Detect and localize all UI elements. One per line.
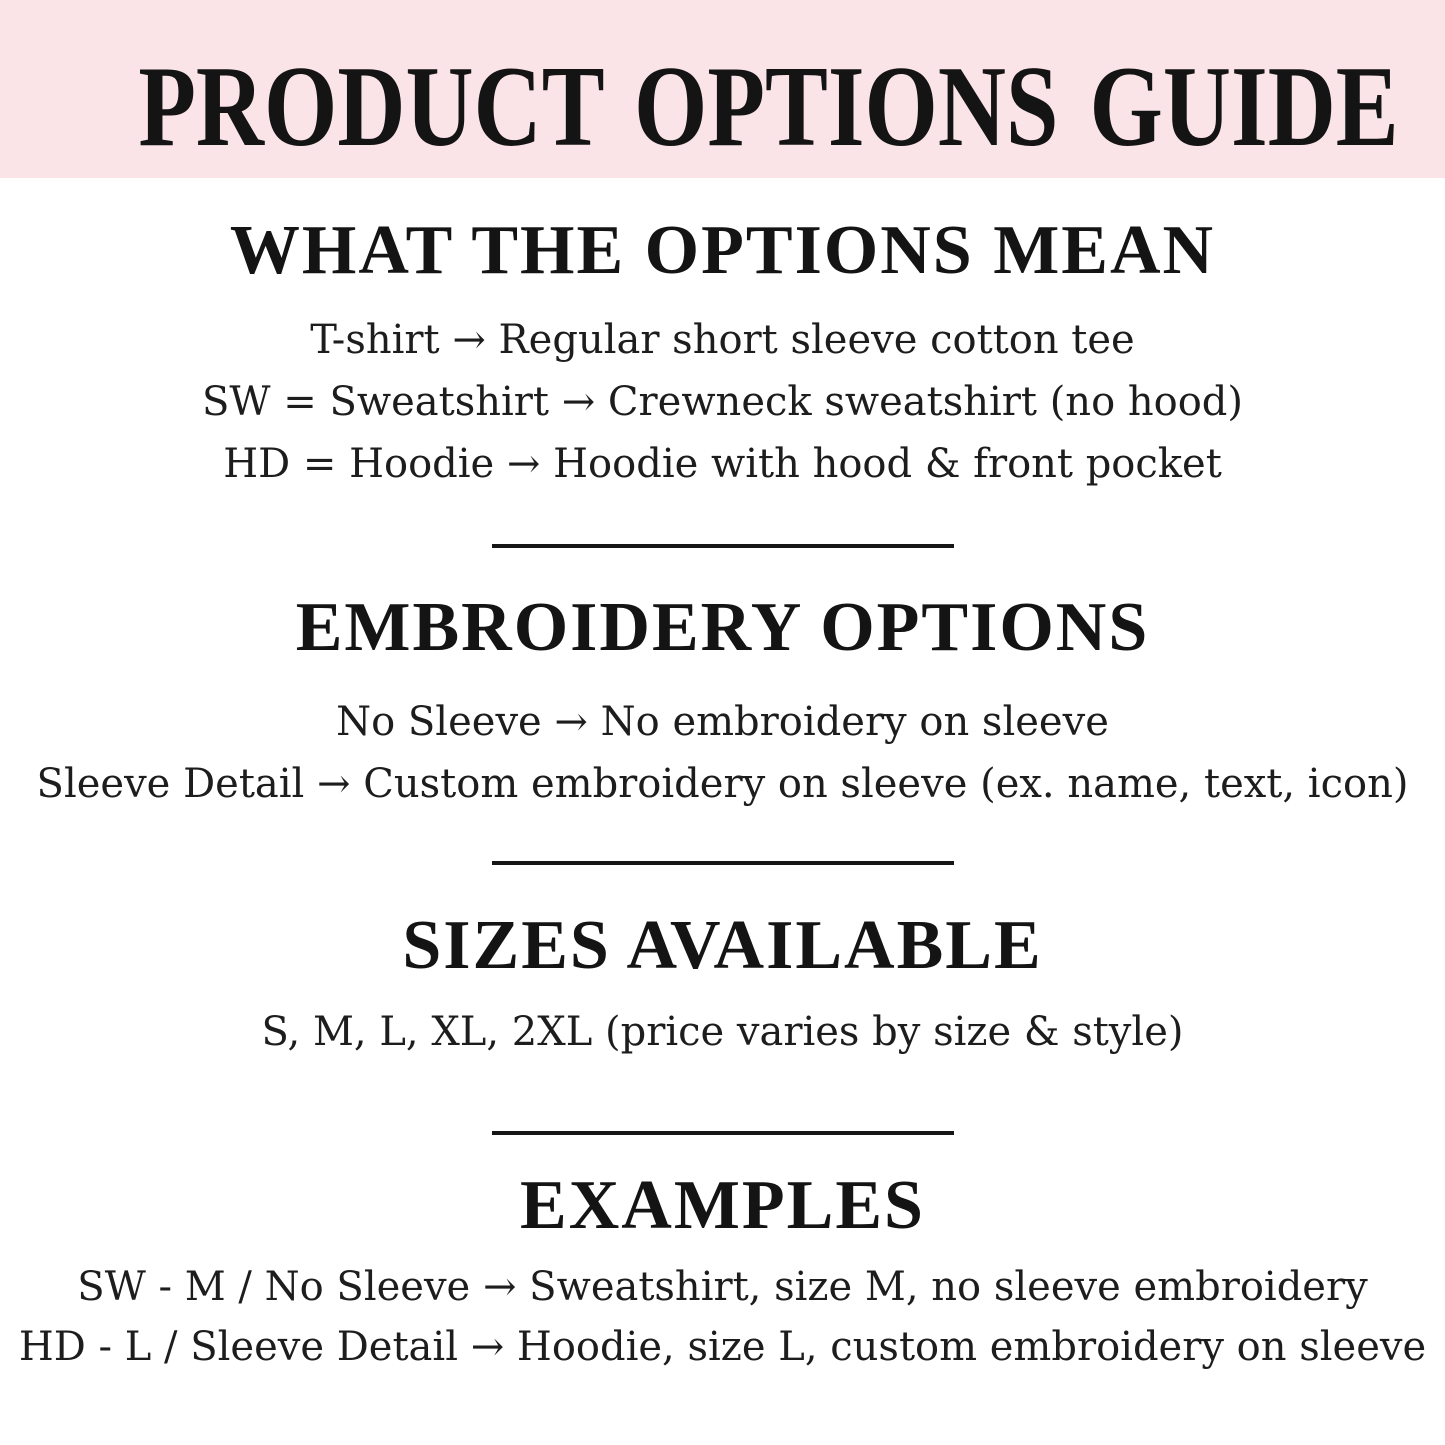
section-heading-sizes: SIZES AVAILABLE [402, 907, 1043, 984]
page-title [0, 0, 1445, 170]
sizes-line: S, M, L, XL, 2XL (price varies by size & style) [261, 1009, 1184, 1055]
page-title-text: PRODUCT OPTIONS GUIDE [138, 43, 1399, 170]
example-line-sweatshirt: SW - M / No Sleeve → Sweatshirt, size M, no sleeve embroidery [77, 1264, 1368, 1310]
embroidery-line-sleeve-detail: Sleeve Detail → Custom embroidery on sleeve (ex. name, text, icon) [36, 761, 1409, 807]
section-heading-options: WHAT THE OPTIONS MEAN [229, 212, 1216, 289]
section-divider [492, 544, 954, 548]
section-heading-embroidery: EMBROIDERY OPTIONS [295, 589, 1150, 666]
option-line-hoodie: HD = Hoodie → Hoodie with hood & front pocket [223, 441, 1222, 487]
option-line-tshirt: T-shirt → Regular short sleeve cotton tee [310, 317, 1135, 363]
embroidery-line-no-sleeve: No Sleeve → No embroidery on sleeve [336, 699, 1109, 745]
section-heading-examples: EXAMPLES [520, 1167, 925, 1244]
option-line-sweatshirt: SW = Sweatshirt → Crewneck sweatshirt (no hood) [202, 379, 1243, 425]
example-line-hoodie: HD - L / Sleeve Detail → Hoodie, size L, custom embroidery on sleeve [18, 1324, 1427, 1370]
header-banner [0, 0, 1445, 178]
guide-content [0, 178, 1445, 1377]
examples-block [0, 1135, 1445, 1377]
section-divider [492, 861, 954, 865]
